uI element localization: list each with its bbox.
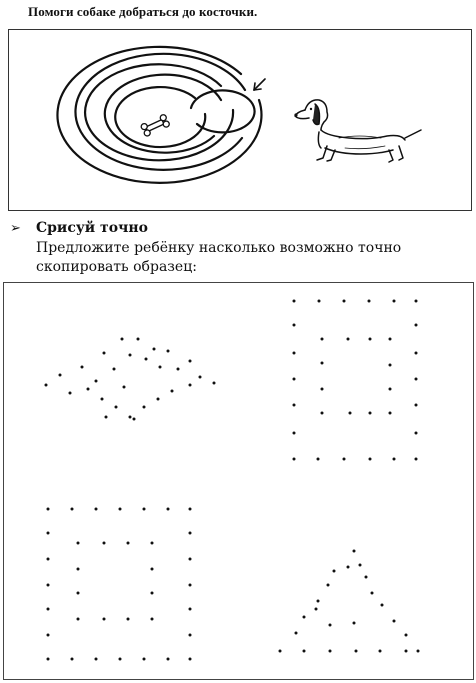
dot-pattern-top-left bbox=[45, 338, 216, 421]
dot-pattern-top-right bbox=[293, 300, 418, 461]
maze-rings bbox=[57, 47, 261, 183]
dog-icon bbox=[294, 100, 421, 162]
maze-illustration bbox=[9, 30, 473, 212]
task1-title: Помоги собаке добраться до косточки. bbox=[28, 4, 258, 19]
dot-copy-panel bbox=[3, 282, 474, 680]
dot-pattern-bottom-right bbox=[279, 550, 420, 653]
entry-arrow-icon bbox=[254, 79, 265, 90]
dot-pattern-bottom-left bbox=[47, 508, 192, 661]
task2-title: Срисуй точно bbox=[36, 220, 148, 236]
maze-panel bbox=[8, 29, 472, 211]
task2-description: Предложите ребёнку насколько возможно точно скопировать образец: bbox=[36, 240, 402, 275]
bone-icon bbox=[140, 114, 170, 137]
dot-patterns bbox=[4, 283, 475, 681]
bullet-arrow-icon: ➢ bbox=[10, 221, 21, 236]
